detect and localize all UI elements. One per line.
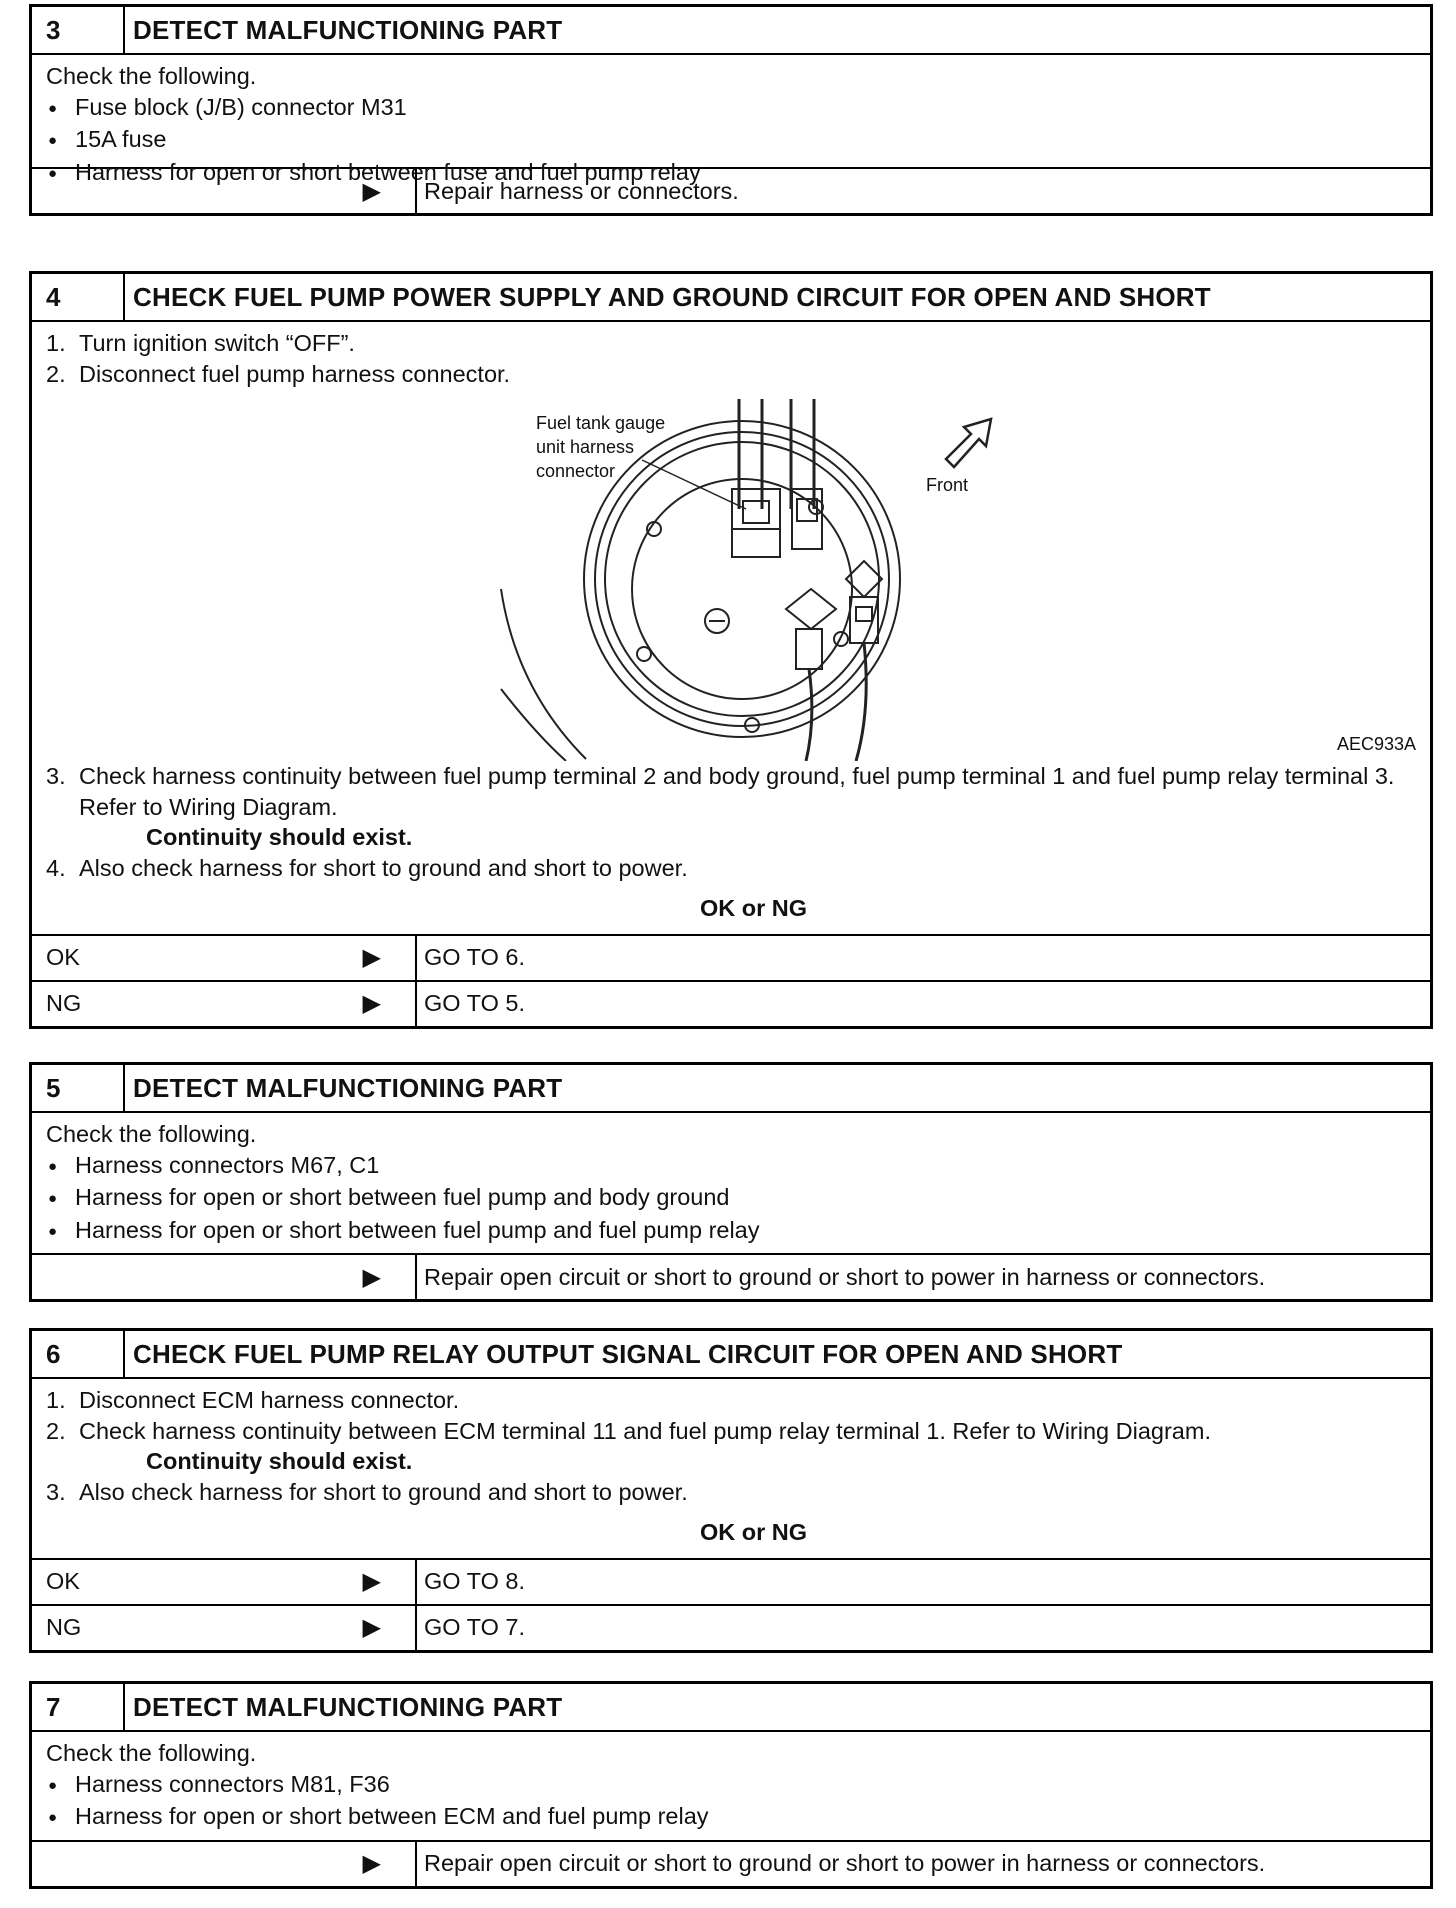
- step-body: [32, 1113, 1430, 1255]
- step-title: DETECT MALFUNCTIONING PART: [133, 1691, 563, 1722]
- step-body: [32, 1732, 1430, 1842]
- arrow-right-icon: ▶: [362, 1850, 381, 1877]
- result-row: [32, 936, 1430, 980]
- numbered-item: 2. Disconnect fuel pump harness connector.: [46, 360, 511, 387]
- fuel-pump-diagram: [46, 389, 1422, 761]
- step-title: DETECT MALFUNCTIONING PART: [133, 1072, 563, 1103]
- step-5-box: [29, 1062, 1433, 1302]
- intro-text: Check the following.: [46, 1121, 257, 1147]
- result-row: [32, 1604, 1430, 1650]
- step-body: [32, 55, 1430, 185]
- bullet-item: ● 15A fuse: [46, 124, 1416, 157]
- intro-text: Check the following.: [46, 63, 257, 89]
- arrow-right-icon: ▶: [362, 944, 381, 971]
- result-action: GO TO 7.: [424, 1614, 525, 1640]
- result-condition: [32, 169, 417, 213]
- ok-or-ng-label: OK or NG: [699, 895, 808, 921]
- step-number: 5: [32, 1065, 125, 1111]
- step-header: [32, 1331, 1430, 1379]
- numbered-item: 1. Disconnect ECM harness connector.: [46, 1387, 460, 1413]
- result-row: [32, 1842, 1430, 1886]
- step-number: 6: [32, 1331, 125, 1377]
- result-condition: NG ▶: [32, 982, 417, 1026]
- step-header: [32, 1684, 1430, 1732]
- result-row: [32, 1255, 1430, 1299]
- fuel-tank-gauge-figure: [46, 389, 1416, 761]
- result-action: Repair harness or connectors.: [424, 177, 739, 204]
- step-number: 7: [32, 1684, 125, 1730]
- result-row: [32, 169, 1430, 213]
- figure-code: AEC933A: [1336, 733, 1416, 754]
- result-condition: NG ▶: [32, 1606, 417, 1650]
- arrow-right-icon: ▶: [362, 1263, 381, 1291]
- bullet-item: ● Harness connectors M81, F36: [46, 1769, 1416, 1802]
- result-action: GO TO 6.: [424, 944, 525, 970]
- step-header: [32, 7, 1430, 55]
- bullet-item: ● Fuse block (J/B) connector M31: [46, 92, 1416, 125]
- step-header: [32, 274, 1430, 322]
- result-action: GO TO 5.: [424, 990, 525, 1016]
- intro-text: Check the following.: [46, 1740, 257, 1766]
- result-action: Repair open circuit or short to ground or short to power in harness or connectors.: [424, 1850, 1266, 1876]
- numbered-item: 1. Turn ignition switch “OFF”.: [46, 330, 355, 356]
- arrow-right-icon: ▶: [362, 990, 381, 1017]
- step-4-box: [29, 271, 1433, 1029]
- result-condition: OK ▶: [32, 936, 417, 980]
- numbered-item: 4. Also check harness for short to ground and short to power.: [46, 854, 688, 881]
- figure-label: Fuel tank gauge unit harness connector: [536, 413, 666, 481]
- arrow-right-icon: ▶: [362, 177, 381, 205]
- front-label: Front: [926, 475, 969, 495]
- result-action: GO TO 8.: [424, 1568, 525, 1594]
- step-6-box: [29, 1328, 1433, 1653]
- arrow-right-icon: ▶: [362, 1568, 381, 1595]
- result-row: [32, 980, 1430, 1026]
- bullet-item: ● Harness for open or short between ECM and fuel pump relay: [46, 1801, 1416, 1834]
- step-body: [32, 322, 1430, 936]
- step-body: [32, 1379, 1430, 1560]
- numbered-item: 2. Check harness continuity between ECM terminal 11 and fuel pump relay terminal 1. Refer to Wiring Diagram.: [46, 1417, 1211, 1444]
- step-3-box: [29, 4, 1433, 216]
- spec-text: Continuity should exist.: [146, 1448, 413, 1474]
- numbered-item: 3. Check harness continuity between fuel pump terminal 2 and body ground, fuel pump terminal 1 and fuel pump relay terminal 3. Refer to Wiring Diagram.: [46, 763, 1395, 820]
- result-condition: [32, 1842, 417, 1886]
- step-header: [32, 1065, 1430, 1113]
- step-number: 4: [32, 274, 125, 320]
- bullet-item: ● Harness connectors M67, C1: [46, 1150, 1416, 1183]
- arrow-right-icon: ▶: [362, 1614, 381, 1641]
- result-action: Repair open circuit or short to ground or short to power in harness or connectors.: [424, 1263, 1266, 1290]
- numbered-item: 3. Also check harness for short to ground and short to power.: [46, 1478, 688, 1505]
- step-number: 3: [32, 7, 125, 53]
- step-title: CHECK FUEL PUMP POWER SUPPLY AND GROUND CIRCUIT FOR OPEN AND SHORT: [133, 281, 1211, 312]
- result-row: [32, 1560, 1430, 1604]
- spec-text: Continuity should exist.: [146, 824, 413, 850]
- ok-or-ng-label: OK or NG: [699, 1519, 808, 1545]
- result-condition: OK ▶: [32, 1560, 417, 1604]
- step-title: DETECT MALFUNCTIONING PART: [133, 14, 563, 45]
- bullet-item: ● Harness for open or short between fuse and fuel pump relay: [46, 157, 1416, 190]
- result-condition: [32, 1255, 417, 1299]
- bullet-item: ● Harness for open or short between fuel pump and fuel pump relay: [46, 1215, 1416, 1248]
- step-7-box: [29, 1681, 1433, 1889]
- bullet-item: ● Harness for open or short between fuel pump and body ground: [46, 1182, 1416, 1215]
- step-title: CHECK FUEL PUMP RELAY OUTPUT SIGNAL CIRCUIT FOR OPEN AND SHORT: [133, 1338, 1123, 1369]
